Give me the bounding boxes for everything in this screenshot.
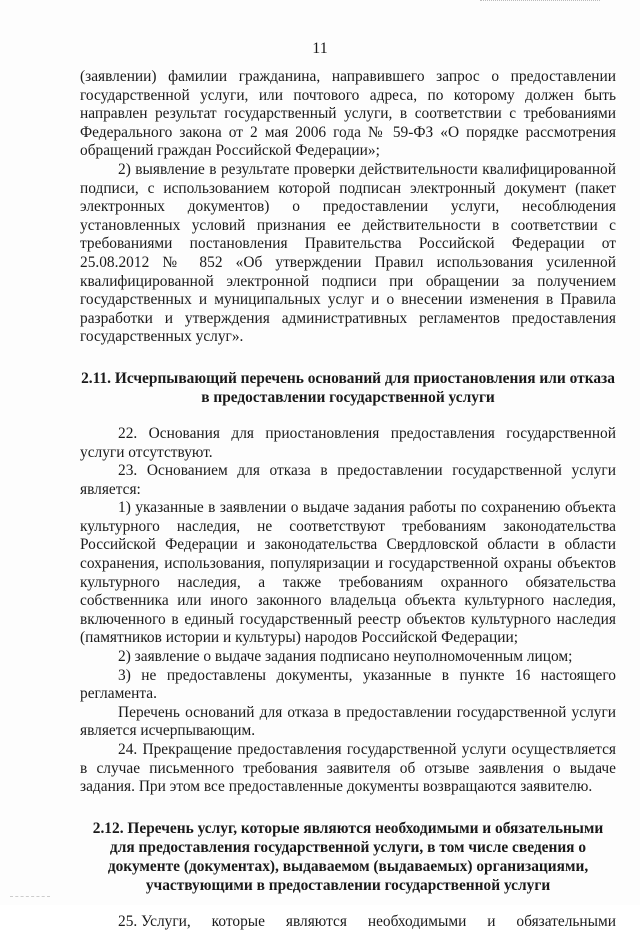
paragraph-23: 23. Основанием для отказа в предоставлении государственной услуги является: [80, 462, 616, 498]
word: которые [211, 912, 265, 930]
scan-mark-bottom [10, 896, 50, 899]
paragraph-23-item-3: 3) не предоставлены документы, указанные в пункте 16 настоящего регламента. [80, 666, 616, 703]
section-heading-2-11: 2.11. Исчерпывающий перечень оснований для приостановления или отказа в предоставлении государственной услуги [81, 369, 615, 406]
word: и [487, 912, 496, 930]
scan-mark-top [480, 0, 600, 4]
section-heading-2-12: 2.12. Перечень услуг, которые являются необходимыми и обязательными для предоставления государственной услуги, в том числе сведения о документе (документах), выдаваемом (выдаваемых) организациями, участвующими в предоставлении государственной услуги [92, 819, 604, 894]
paragraph-22: 22. Основания для приостановления предоставления государственной услуги отсутствуют. [80, 424, 616, 461]
word: обязательными [516, 912, 616, 930]
word: являются [285, 912, 347, 930]
paragraph-23-item-2: 2) заявление о выдаче задания подписано неуполномоченным лицом; [118, 648, 573, 666]
paragraph-item-2: 2) выявление в результате проверки действительности квалифицированной подписи, с использованием которой подписан электронный документ (пакет электронных документов) о предоставлении услуги, несоблюдения установленных условий признания ее действительности в соответствии с требованиями постановления Правительства Российской Федерации от 25.08.2012 № 852 «Об утверждении Правил использования усиленной квалифицированной электронной подписи при обращении за получением государственных и муниципальных услуг и о внесении изменения в Правила разработки и утверждения административных регламентов предоставления государственных услуг». [80, 160, 616, 346]
word: необходимыми [367, 912, 467, 930]
page-number: 11 [312, 40, 328, 57]
paragraph-exhaustive-list: Перечень оснований для отказа в предоставлении государственной услуги является исчерпывающим. [80, 703, 616, 740]
paragraph-23-item-1: 1) указанные в заявлении о выдаче задания работы по сохранению объекта культурного наследия, не соответствуют требованиям законодательства Российской Федерации и законодательства Свердловской области в области сохранения, использования, популяризации и государственной охраны объектов культурного наследия, а также требованиям охранного обязательства собственника или иного законного владельца объекта культурного наследия, включенного в единый государственный реестр объектов культурного наследия (памятников истории и культуры) народов Российской Федерации; [80, 499, 616, 647]
paragraph-continuation: (заявлении) фамилии гражданина, направившего запрос о предоставлении государственной услуги, или почтового адреса, по которому должен быть направлен результат государственный услуги, в соответствии с требованиями Федерального закона от 2 мая 2006 года № 59-ФЗ «О порядке рассмотрения обращений граждан Российской Федерации»; [80, 68, 616, 160]
document-body [80, 68, 616, 931]
paragraph-24: 24. Прекращение предоставления государственной услуги осуществляется в случае письменного требования заявителя об отзыве заявления о выдаче задания. При этом все предоставленные документы возвращаются заявителю. [80, 741, 616, 796]
word: 25. Услуги, [118, 912, 191, 930]
paragraph-25-first-line [80, 913, 616, 931]
